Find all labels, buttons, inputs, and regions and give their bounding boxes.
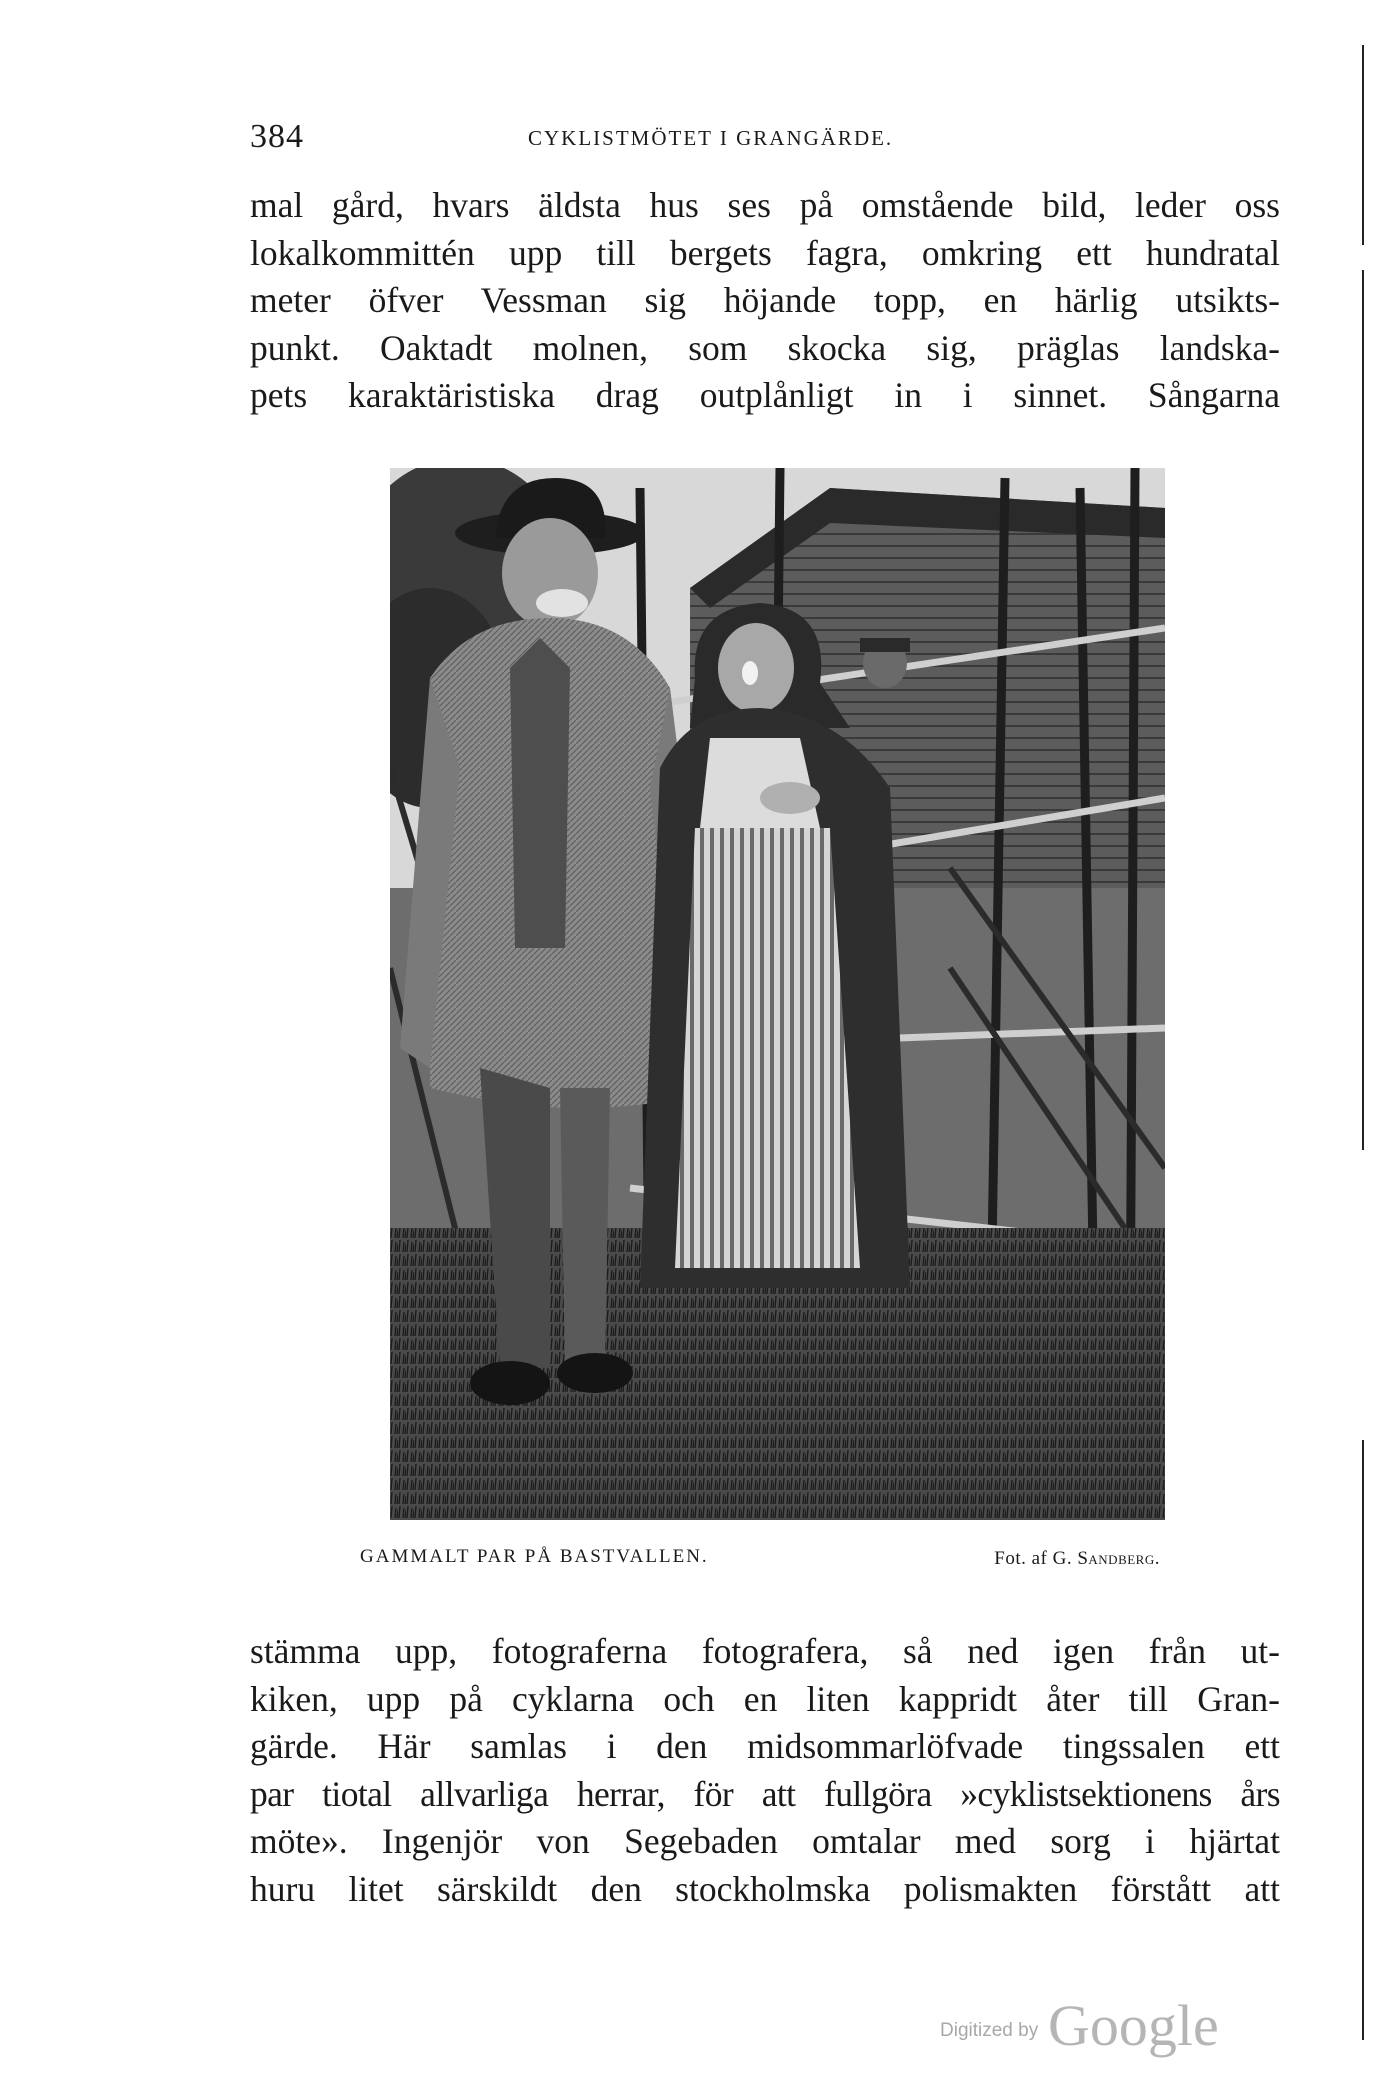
paragraph-bottom <box>250 1628 1280 1913</box>
text-line: stämma upp, fotograferna fotografera, så ned igen från ut- <box>250 1631 1280 1671</box>
engraved-photo-icon <box>390 468 1165 1520</box>
caption-credit-name: Sandberg. <box>1077 1548 1160 1569</box>
text-line: punkt. Oaktadt molnen, som skocka sig, präglas landska- <box>250 327 1280 368</box>
scan-edge-line <box>1362 1440 1364 2040</box>
paragraph-top <box>250 182 1280 420</box>
digitized-by-text: Digitized by <box>940 2020 1039 2041</box>
caption-credit <box>994 1548 1160 1570</box>
caption-title: GAMMALT PAR PÅ BASTVALLEN. <box>360 1546 709 1567</box>
text-line: pets karaktäristiska drag outplånligt in i sinnet. Sångarna <box>250 375 1280 415</box>
text-line: mal gård, hvars äldsta hus ses på omstående bild, leder oss <box>250 185 1280 225</box>
scan-edge-line <box>1362 270 1364 1150</box>
text-line: par tiotal allvarliga herrar, för att fullgöra »cyklistsektionens års <box>250 1773 1280 1814</box>
caption-credit-prefix: Fot. af G. <box>994 1548 1073 1569</box>
text-line: huru litet särskildt den stockholmska polismakten förstått att <box>250 1868 1280 1909</box>
text-line: gärde. Här samlas i den midsommarlöfvade tingssalen ett <box>250 1726 1280 1766</box>
google-logo: Google <box>1048 1993 1219 2058</box>
page-number: 384 <box>250 118 304 155</box>
scan-edge-line <box>1362 45 1364 245</box>
photo-figure <box>390 468 1165 1520</box>
text-line: lokalkommittén upp till bergets fagra, omkring ett hundratal <box>250 232 1280 273</box>
figure-caption <box>360 1546 1160 1576</box>
text-line: möte». Ingenjör von Segebaden omtalar med sorg i hjärtat <box>250 1821 1280 1861</box>
text-line: meter öfver Vessman sig höjande topp, en härlig utsikts- <box>250 280 1280 320</box>
text-line: kiken, upp på cyklarna och en liten kappridt åter till Gran- <box>250 1678 1280 1719</box>
page-header <box>250 118 1280 158</box>
digitized-watermark <box>940 1993 1240 2060</box>
running-head: CYKLISTMÖTET I GRANGÄRDE. <box>528 126 894 150</box>
